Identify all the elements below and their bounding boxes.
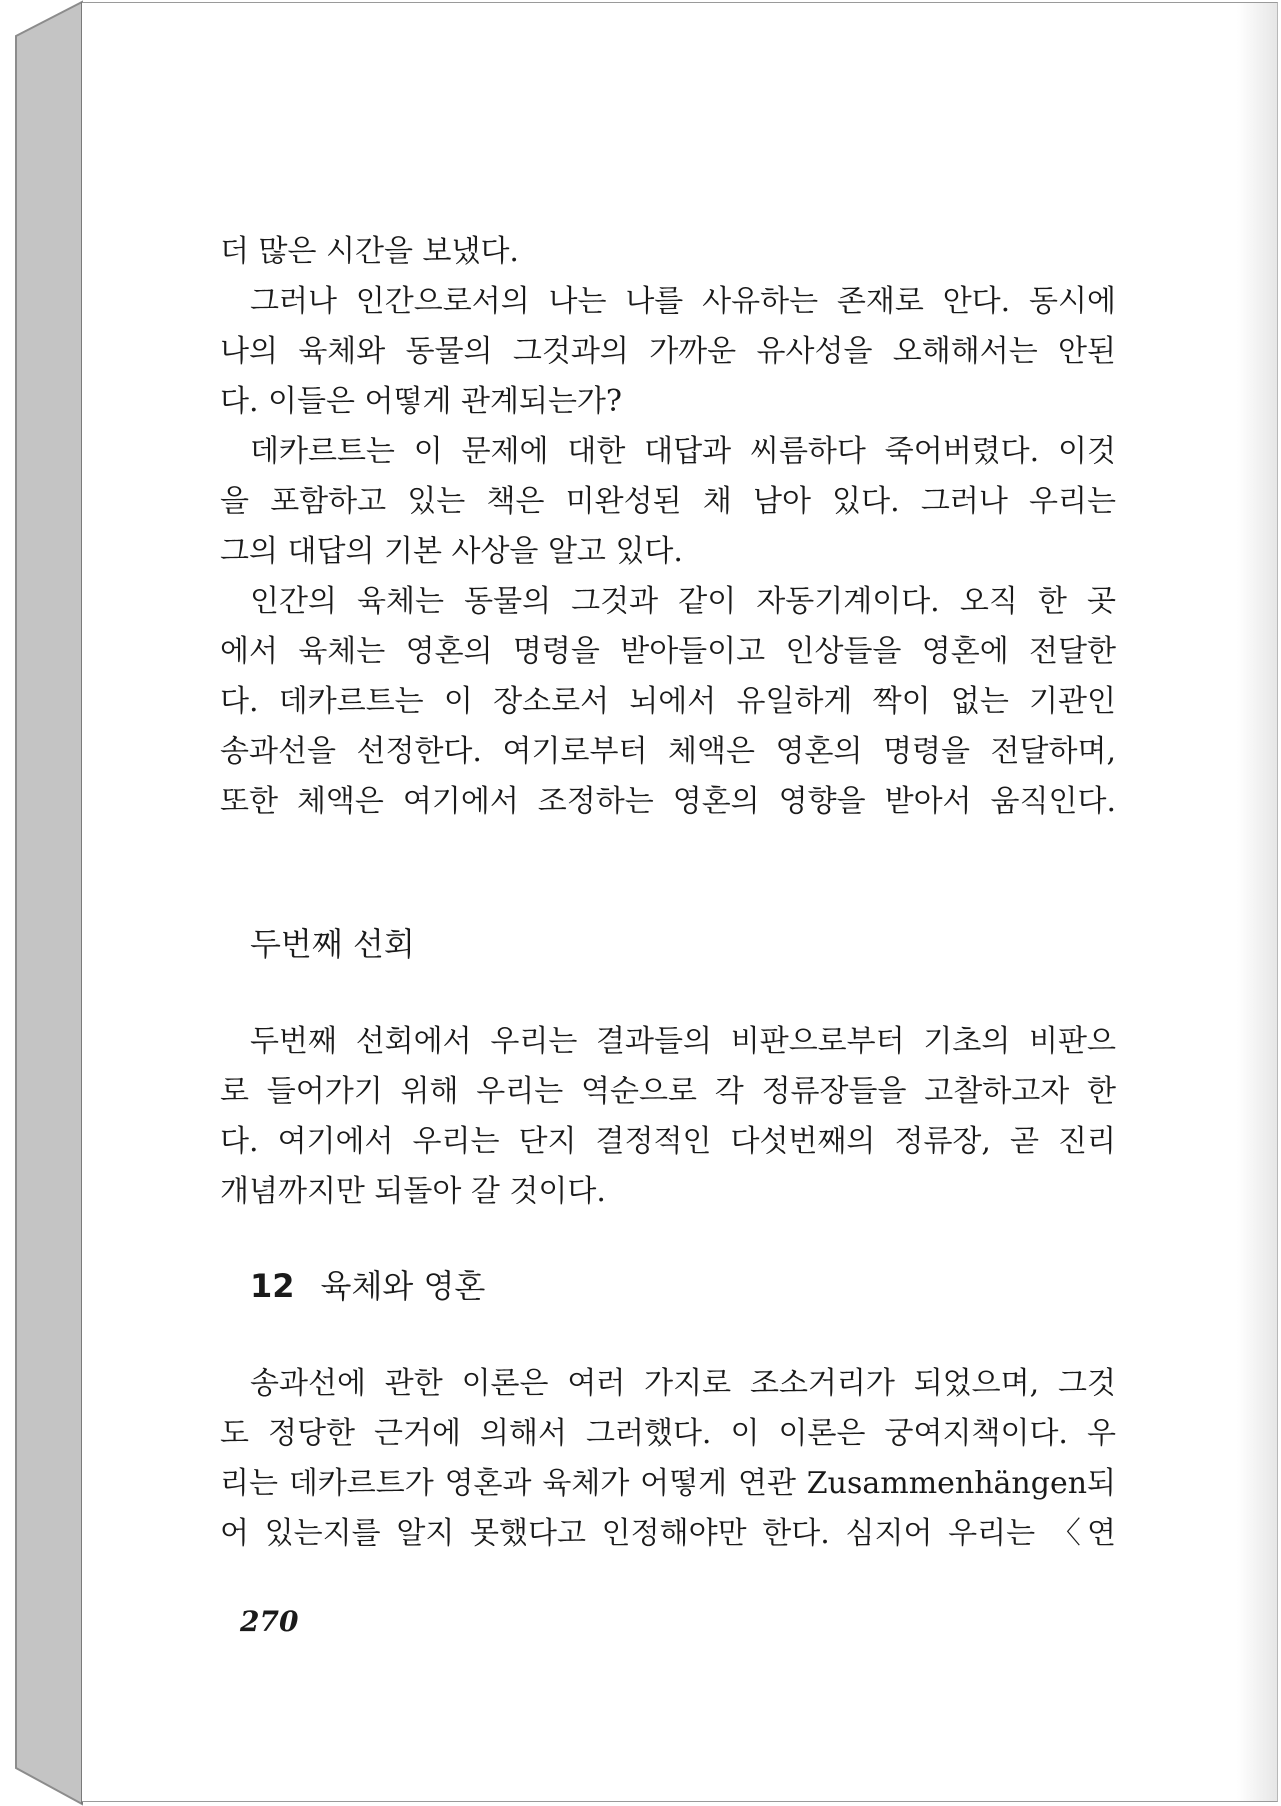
text-line: 인간의 육체는 동물의 그것과 같이 자동기계이다. 오직 한 곳: [250, 584, 1116, 619]
text-line: 다. 이들은 어떻게 관계되는가?: [220, 384, 622, 419]
text-line: 로 들어가기 위해 우리는 역순으로 각 정류장들을 고찰하고자 한: [220, 1074, 1116, 1109]
text-line: 에서 육체는 영혼의 명령을 받아들이고 인상들을 영혼에 전달한: [220, 634, 1116, 669]
text-line: 다. 여기에서 우리는 단지 결정적인 다섯번째의 정류장, 곧 진리: [220, 1124, 1116, 1159]
text-line: 데카르트는 이 문제에 대한 대답과 씨름하다 죽어버렸다. 이것: [250, 434, 1116, 469]
text-line: 송과선을 선정한다. 여기로부터 체액은 영혼의 명령을 전달하며,: [220, 734, 1116, 769]
chapter-title: 육체와 영혼: [320, 1267, 486, 1305]
text-line: 리는 데카르트가 영혼과 육체가 어떻게 연관 Zusammenhängen되: [220, 1466, 1116, 1501]
text-line: 어 있는지를 알지 못했다고 인정해야만 한다. 심지어 우리는 〈연: [220, 1516, 1116, 1551]
text-line: 두번째 선회에서 우리는 결과들의 비판으로부터 기초의 비판으: [250, 1024, 1116, 1059]
text-line: 개념까지만 되돌아 갈 것이다.: [220, 1174, 606, 1209]
chapter-number: 12: [250, 1267, 295, 1305]
text-line: 더 많은 시간을 보냈다.: [220, 234, 519, 269]
text-line: 그의 대답의 기본 사상을 알고 있다.: [220, 534, 683, 569]
text-line: 그러나 인간으로서의 나는 나를 사유하는 존재로 안다. 동시에: [250, 284, 1116, 319]
text-line: 또한 체액은 여기에서 조정하는 영혼의 영향을 받아서 움직인다.: [220, 784, 1116, 819]
text-line: 송과선에 관한 이론은 여러 가지로 조소거리가 되었으며, 그것: [250, 1366, 1116, 1401]
chapter-heading-body-and-soul: [250, 1266, 485, 1306]
text-line: 다. 데카르트는 이 장소로서 뇌에서 유일하게 짝이 없는 기관인: [220, 684, 1116, 719]
page-edge-shadow: [1237, 3, 1277, 1801]
text-line: 을 포함하고 있는 책은 미완성된 채 남아 있다. 그러나 우리는: [220, 484, 1116, 519]
page-number: 270: [240, 1605, 299, 1638]
text-line: 도 정당한 근거에 의해서 그러했다. 이 이론은 궁여지책이다. 우: [220, 1416, 1116, 1451]
section-heading-title: 두번째 선회: [250, 925, 415, 963]
text-line: 나의 육체와 동물의 그것과의 가까운 유사성을 오해해서는 안된: [220, 334, 1116, 369]
section-heading-second-turn: [250, 924, 415, 964]
